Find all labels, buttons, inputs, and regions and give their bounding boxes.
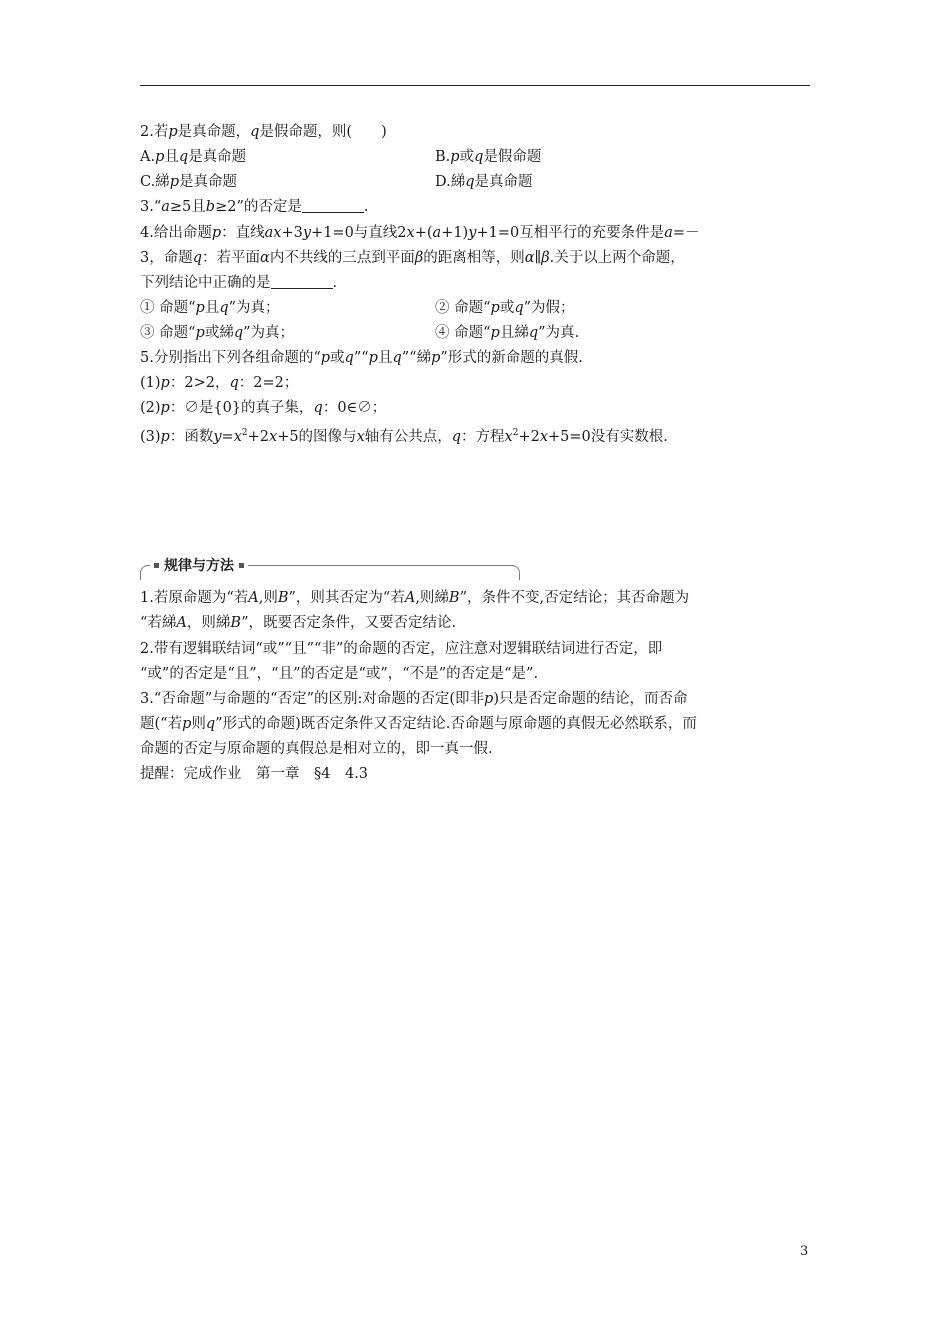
q4-choice-1: ① 命题“p且q”为真； xyxy=(140,300,280,316)
q3-stem: 3.“a≥5且b≥2”的否定是 . xyxy=(140,199,369,215)
method-3-line-3: 命题的否定与原命题的真假总是相对立的，即一真一假. xyxy=(140,741,493,757)
q4-line-2: 3，命题q：若平面α内不共线的三点到平面β的距离相等，则α∥β.关于以上两个命题， xyxy=(140,250,685,266)
q4-line-3: 下列结论中正确的是 . xyxy=(140,275,338,291)
method-3-line-1: 3.“否命题”与命题的“否定”的区别:对命题的否定(即非p)只是否定命题的结论，而否命 xyxy=(140,691,688,707)
q5-stem: 5.分别指出下列各组命题的“p或q”“p且q”“綈p”形式的新命题的真假. xyxy=(140,350,583,366)
q2-stem: 2.若p是真命题，q是假命题，则( ) xyxy=(140,124,387,140)
reminder: 提醒：完成作业 第一章 §4 4.3 xyxy=(140,766,369,782)
section-title: 规律与方法 xyxy=(164,558,234,574)
header-rule xyxy=(140,85,810,86)
method-2-line-2: “或”的否定是“且”，“且”的否定是“或”，“不是”的否定是“是”. xyxy=(140,666,539,682)
q5-item-2: (2)p：∅是{0}的真子集，q：0∈∅； xyxy=(140,400,387,416)
q5-item-3: (3)p：函数$y=x^2+2x+5$的图像与x轴有公共点，q：方程$x^2+2x+5=0$没有实数根. xyxy=(140,428,668,445)
q2-option-d: D.綈q是真命题 xyxy=(435,174,533,190)
answer-blank xyxy=(302,198,364,213)
answer-blank xyxy=(271,274,333,289)
q4-line-1: 4.给出命题p：直线ax+3y+1=0与直线2x+(a+1)y+1=0互相平行的充要条件是a=－ xyxy=(140,225,700,241)
method-3-line-2: 题(“若p则q”形式的命题)既否定条件又否定结论.否命题与原命题的真假无必然联系，而 xyxy=(140,716,697,732)
square-bullet-icon xyxy=(154,563,159,568)
q4-choice-2: ② 命题“p或q”为假； xyxy=(435,300,575,316)
method-1-line-2: “若綈A，则綈B”，既要否定条件，又要否定结论. xyxy=(140,615,457,631)
section-header xyxy=(140,555,522,585)
page-number: 3 xyxy=(800,1244,809,1259)
square-bullet-icon xyxy=(239,563,244,568)
q5-item-1: (1)p：2>2，q：2=2； xyxy=(140,375,299,391)
q4-choice-3: ③ 命题“p或綈q”为真； xyxy=(140,325,295,341)
q2-option-c: C.綈p是真命题 xyxy=(140,174,237,190)
method-2-line-1: 2.带有逻辑联结词“或”“且”“非”的命题的否定，应注意对逻辑联结词进行否定，即 xyxy=(140,641,663,657)
method-1-line-1: 1.若原命题为“若A,则B”，则其否定为“若A,则綈B”，条件不变,否定结论；其否命题为 xyxy=(140,590,690,606)
q2-option-a: A.p且q是真命题 xyxy=(140,149,247,165)
q2-option-b: B.p或q是假命题 xyxy=(435,149,542,165)
q4-choice-4: ④ 命题“p且綈q”为真. xyxy=(435,325,580,341)
